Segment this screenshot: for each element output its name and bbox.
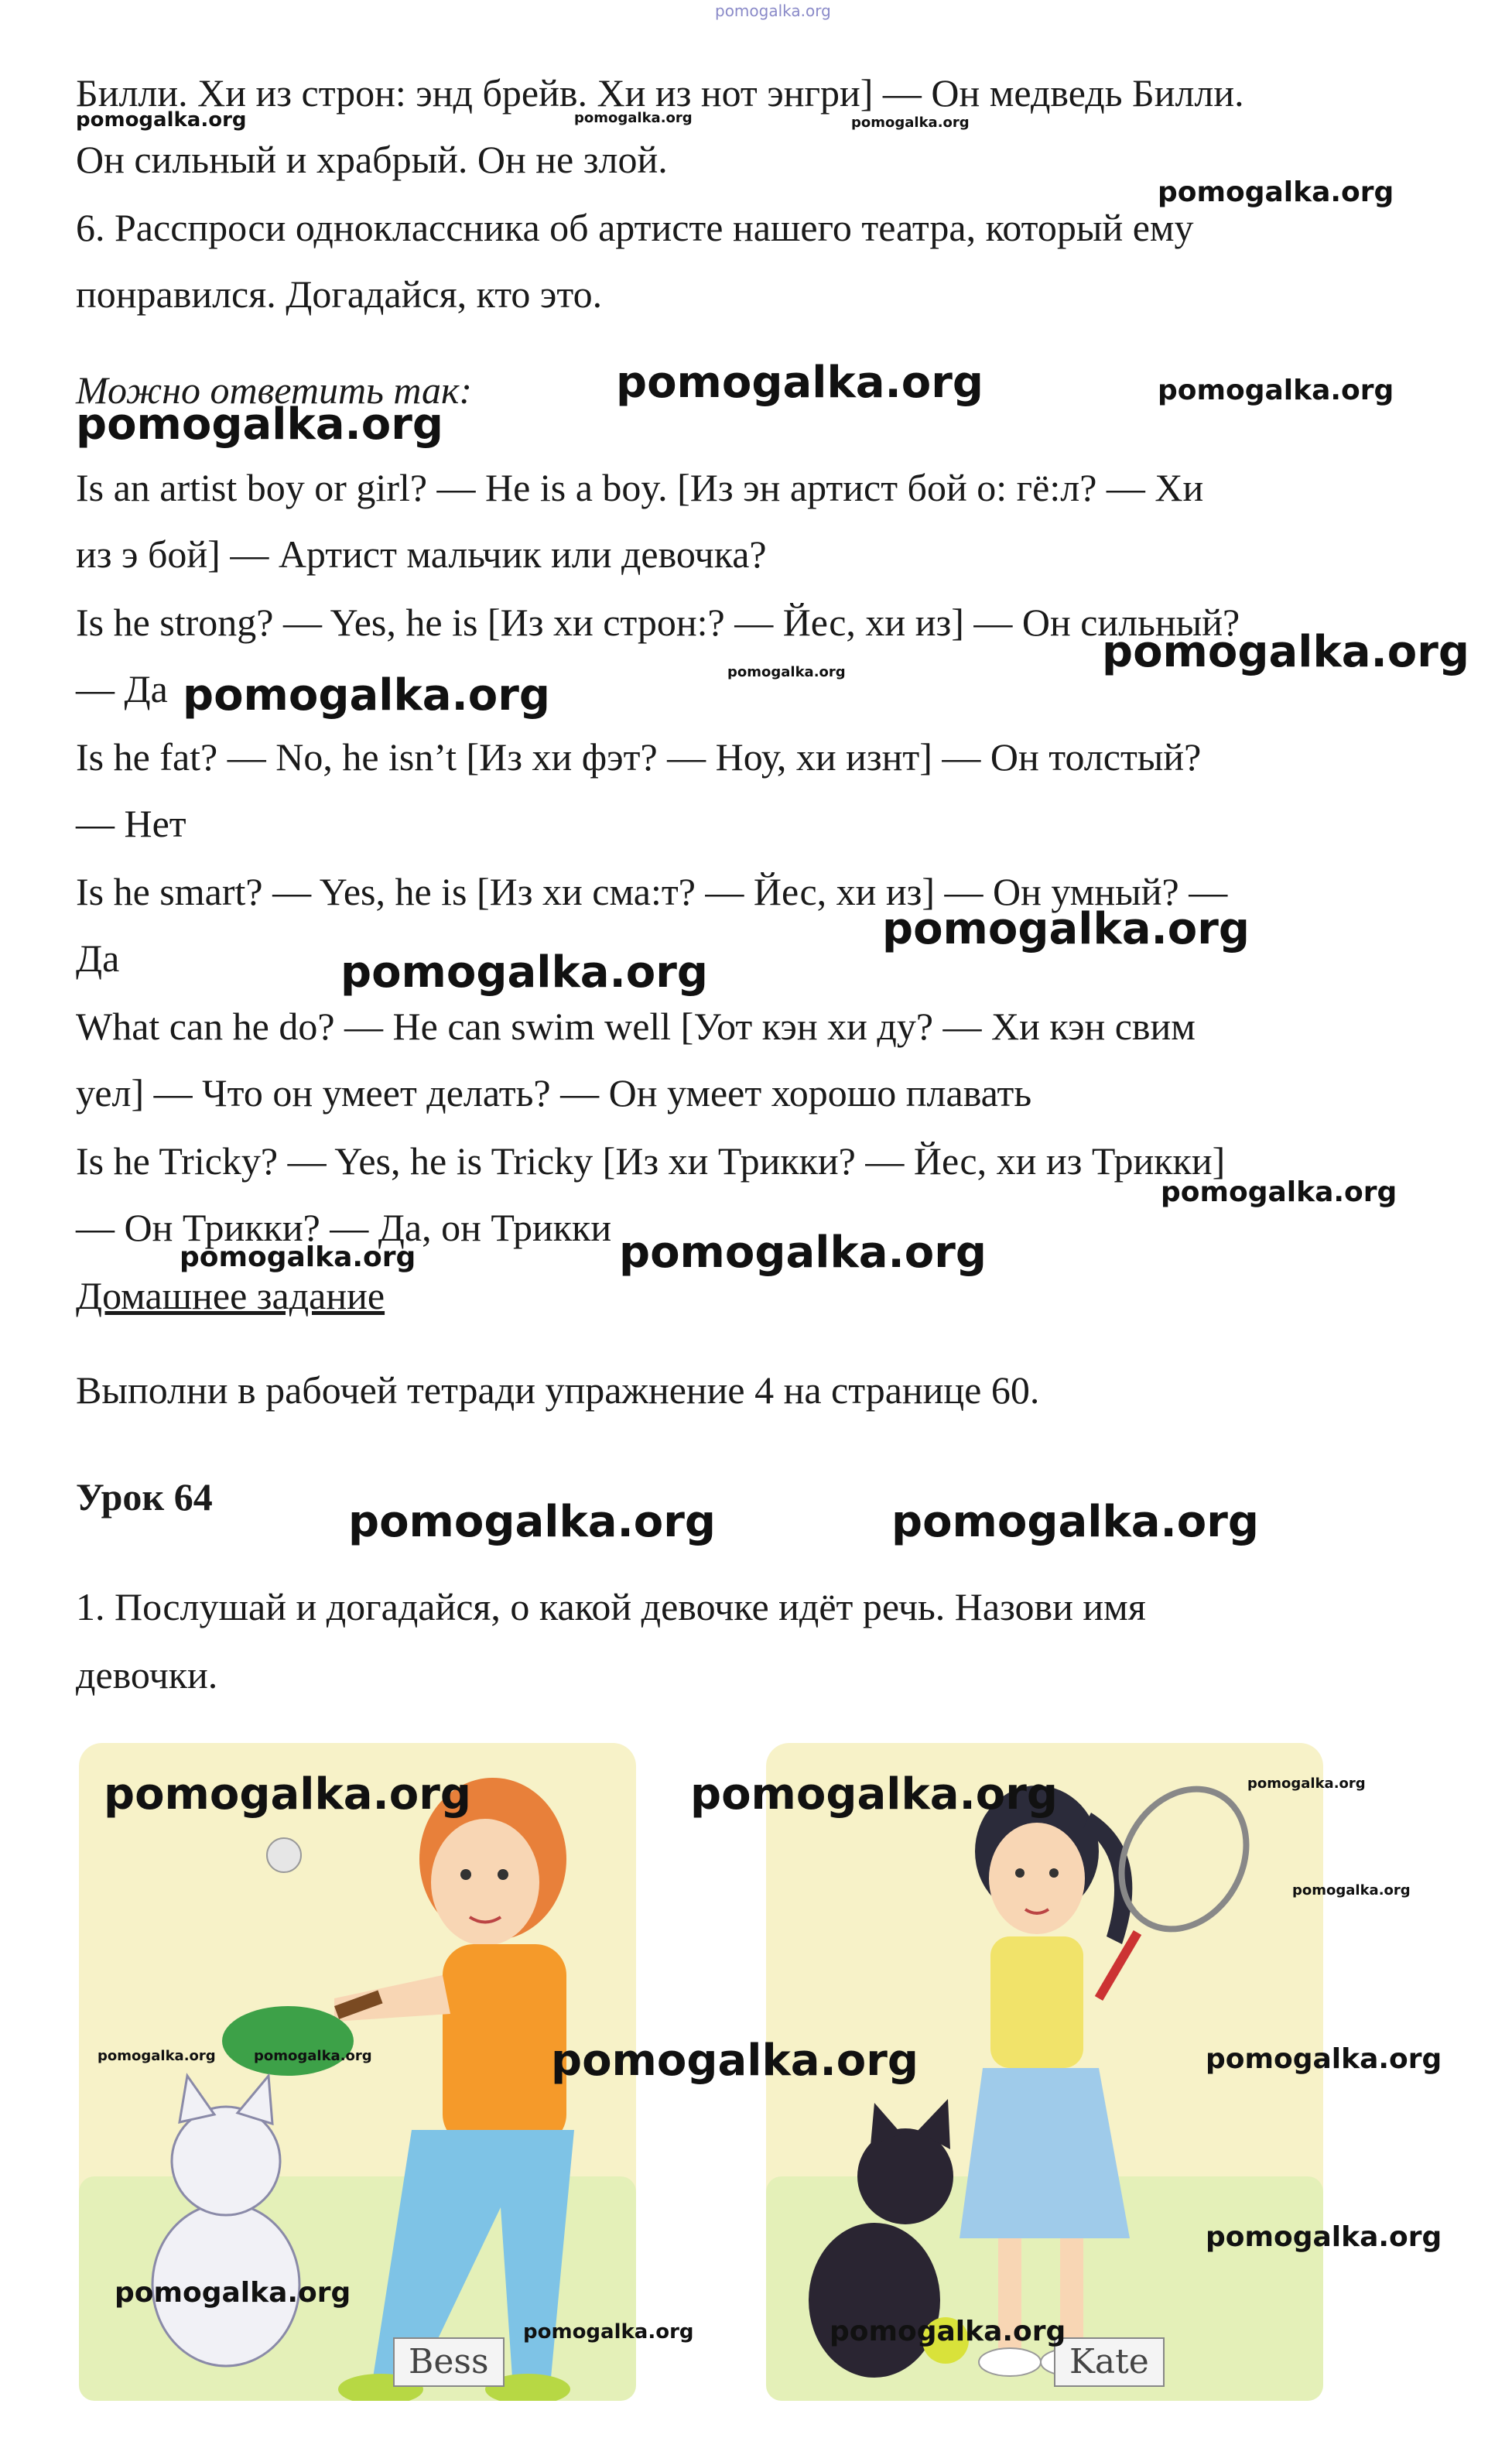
watermark: pomogalka.org xyxy=(1292,1882,1411,1899)
text-line-22: девочки. xyxy=(76,1653,218,1697)
watermark: pomogalka.org xyxy=(348,1497,716,1547)
watermark: pomogalka.org xyxy=(76,108,247,132)
top-watermark: pomogalka.org xyxy=(715,2,831,20)
watermark: pomogalka.org xyxy=(574,110,693,126)
text-line-15: уел] — Что он умеет делать? — Он умеет хорошо плавать xyxy=(76,1071,1032,1115)
text-line-7: из э бой] — Артист мальчик или девочка? xyxy=(76,532,767,576)
text-line-13: Да xyxy=(76,936,120,980)
watermark: pomogalka.org xyxy=(115,2277,351,2309)
answer-intro: Можно ответить так: xyxy=(76,368,473,412)
watermark: pomogalka.org xyxy=(340,947,708,998)
text-line-11: — Нет xyxy=(76,802,186,845)
text-line-9: — Да xyxy=(76,667,168,710)
text-line-4: понравился. Догадайся, кто это. xyxy=(76,272,603,316)
watermark: pomogalka.org xyxy=(882,904,1250,954)
text-line-21: 1. Послушай и догадайся, о какой девочке идёт речь. Назови имя xyxy=(76,1585,1146,1628)
lesson-heading: Урок 64 xyxy=(76,1475,213,1519)
text-line-8: Is he strong? — Yes, he is [Из хи строн:? — Йес, хи из] — Он сильный? xyxy=(76,601,1240,644)
watermark: pomogalka.org xyxy=(1206,2221,1442,2253)
text-line-3: 6. Расспроси одноклассника об артисте нашего театра, который ему xyxy=(76,206,1194,249)
watermark: pomogalka.org xyxy=(891,1497,1259,1547)
text-line-10: Is he fat? — No, he isn’t [Из хи фэт? — Ноу, хи изнт] — Он толстый? xyxy=(76,735,1202,779)
watermark: pomogalka.org xyxy=(851,115,970,131)
watermark: pomogalka.org xyxy=(523,2320,694,2344)
watermark: pomogalka.org xyxy=(1206,2043,1442,2075)
watermark: pomogalka.org xyxy=(727,664,846,680)
watermark: pomogalka.org xyxy=(830,2316,1066,2347)
watermark: pomogalka.org xyxy=(104,1769,471,1820)
watermark: pomogalka.org xyxy=(97,2048,216,2064)
watermark: pomogalka.org xyxy=(1161,1176,1397,1208)
text-line-12: Is he smart? — Yes, he is [Из хи сма:т? — Йес, хи из] — Он умный? — xyxy=(76,870,1228,913)
watermark: pomogalka.org xyxy=(1158,176,1394,208)
watermark: pomogalka.org xyxy=(76,399,443,450)
watermark: pomogalka.org xyxy=(1247,1775,1366,1792)
homework-heading: Домашнее задание xyxy=(76,1274,385,1317)
watermark: pomogalka.org xyxy=(254,2048,372,2064)
watermark: pomogalka.org xyxy=(551,2036,918,2086)
kate-name-tag: Kate xyxy=(1054,2337,1165,2387)
text-line-6: Is an artist boy or girl? — He is a boy. [Из эн артист бой о: гё:л? — Хи xyxy=(76,466,1204,509)
watermark: pomogalka.org xyxy=(1158,375,1394,406)
text-line-2: Он сильный и храбрый. Он не злой. xyxy=(76,138,668,181)
watermark: pomogalka.org xyxy=(690,1769,1058,1820)
text-line-17: — Он Трикки? — Да, он Трикки xyxy=(76,1206,612,1249)
watermark: pomogalka.org xyxy=(1102,627,1469,677)
homework-text: Выполни в рабочей тетради упражнение 4 на странице 60. xyxy=(76,1368,1040,1412)
watermark: pomogalka.org xyxy=(616,358,983,408)
bess-name-tag: Bess xyxy=(393,2337,505,2387)
watermark: pomogalka.org xyxy=(619,1228,987,1278)
watermark: pomogalka.org xyxy=(180,1241,416,1273)
text-line-1: Билли. Хи из строн: энд брейв. Хи из нот энгри] — Он медведь Билли. xyxy=(76,71,1244,115)
text-line-16: Is he Tricky? — Yes, he is Tricky [Из хи Трикки? — Йес, хи из Трикки] xyxy=(76,1139,1226,1183)
text-line-14: What can he do? — He can swim well [Уот кэн хи ду? — Хи кэн свим xyxy=(76,1005,1196,1048)
watermark: pomogalka.org xyxy=(183,670,550,721)
